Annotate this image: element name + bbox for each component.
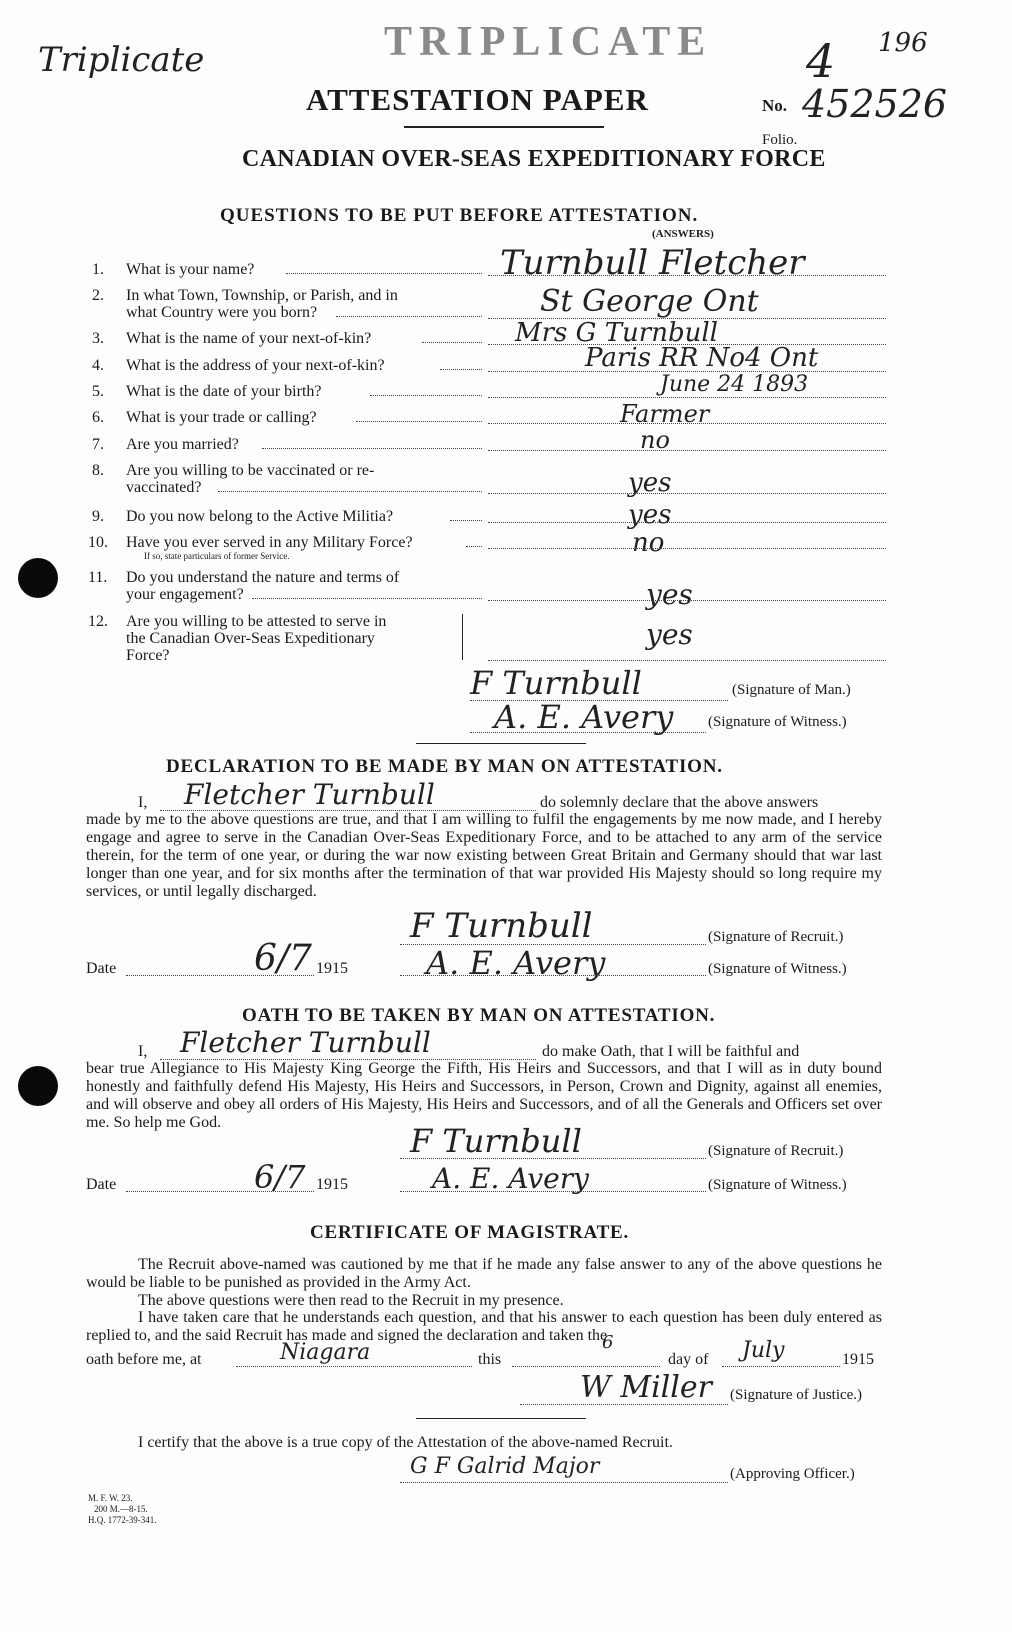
- question-number: 1.: [92, 261, 104, 278]
- leader-line: [422, 342, 482, 343]
- no-label: No.: [762, 96, 788, 115]
- declaration-text-first: do solemnly declare that the above answers: [540, 794, 819, 811]
- question-number: 11.: [88, 569, 108, 586]
- page-number: 196: [878, 28, 928, 58]
- answer-value: June 24 1893: [660, 372, 809, 397]
- form-subtitle: CANADIAN OVER-SEAS EXPEDITIONARY FORCE: [242, 146, 826, 172]
- magistrate-year: 1915: [842, 1351, 874, 1368]
- answer-value: no: [640, 426, 670, 454]
- copy-mark: Triplicate: [38, 40, 205, 80]
- question-number: 7.: [92, 436, 104, 453]
- regimental-number: 452526: [802, 82, 948, 126]
- oath-date-label: Date: [86, 1176, 117, 1193]
- answer-value: Paris RR No4 Ont: [585, 343, 819, 373]
- declaration-name: Fletcher Turnbull: [184, 778, 435, 811]
- question-number: 4.: [92, 357, 104, 374]
- leader-line: [336, 316, 482, 317]
- question-text: In what Town, Township, or Parish, and in: [126, 287, 398, 304]
- answer-value: yes: [628, 468, 672, 498]
- oath-signature-recruit: F Turnbull: [410, 1122, 582, 1160]
- answer-line: [488, 660, 886, 661]
- answer-line: [488, 318, 886, 319]
- signature-line: [400, 1158, 706, 1159]
- oath-name: Fletcher Turnbull: [180, 1026, 431, 1059]
- question-number: 12.: [88, 613, 108, 630]
- question-number: 9.: [92, 508, 104, 525]
- leader-line: [356, 421, 482, 422]
- bracket-line: [462, 614, 463, 660]
- signature-of-witness: A. E. Avery: [494, 698, 674, 736]
- magistrate-month: July: [742, 1338, 785, 1363]
- answer-line: [488, 450, 886, 451]
- punch-hole-2: [18, 1066, 58, 1106]
- oath-signature-witness-label: (Signature of Witness.): [708, 1177, 847, 1193]
- magistrate-day-of: day of: [668, 1351, 709, 1368]
- magistrate-p3: I have taken care that he understands each question, and that his answer to each question has been duly entered as replied to, and the said Recruit has made and signed the declaration and taken the: [86, 1309, 882, 1344]
- declaration-signature-recruit: F Turnbull: [410, 906, 593, 946]
- question-text-cont: vaccinated?: [126, 479, 202, 496]
- answer-value: yes: [628, 500, 672, 530]
- form-code-line2: 200 M.—8-15.: [94, 1504, 148, 1514]
- magistrate-p1: The Recruit above-named was cautioned by me that if he made any false answer to any of the above questions he would be liable to be punished as provided in the Army Act.: [86, 1256, 882, 1291]
- question-number: 3.: [92, 330, 104, 347]
- oath-year: 1915: [316, 1176, 348, 1193]
- signature-line: [400, 975, 706, 976]
- leader-line: [252, 598, 482, 599]
- answer-line: [488, 371, 886, 372]
- question-text: What is the address of your next-of-kin?: [126, 357, 385, 374]
- signature-of-man-label: (Signature of Man.): [732, 682, 851, 698]
- folio-label: Folio.: [762, 132, 798, 148]
- oath-signature-witness: A. E. Avery: [432, 1162, 589, 1195]
- declaration-date-label: Date: [86, 960, 117, 977]
- question-number: 6.: [92, 409, 104, 426]
- place-line: [236, 1366, 472, 1367]
- declaration-signature-recruit-label: (Signature of Recruit.): [708, 929, 844, 945]
- signature-of-justice-label: (Signature of Justice.): [730, 1387, 863, 1403]
- question-text: Are you willing to be vaccinated or re-: [126, 462, 375, 479]
- date-line: [126, 975, 314, 976]
- signature-of-man: F Turnbull: [470, 664, 642, 702]
- answers-label: (ANSWERS): [652, 228, 714, 240]
- magistrate-this: this: [478, 1351, 502, 1368]
- question-text-cont: the Canadian Over-Seas Expeditionary: [126, 630, 375, 647]
- month-line: [722, 1366, 840, 1367]
- question-text: Do you understand the nature and terms of: [126, 569, 400, 586]
- answer-line: [488, 600, 886, 601]
- question-text-cont: your engagement?: [126, 586, 244, 603]
- question-text: Do you now belong to the Active Militia?: [126, 508, 394, 525]
- question-number: 8.: [92, 462, 104, 479]
- signature-line: [400, 1191, 706, 1192]
- question-note: If so, state particulars of former Service.: [144, 551, 290, 561]
- question-text-cont: what Country were you born?: [126, 304, 318, 321]
- question-text-cont: Force?: [126, 647, 170, 664]
- oath-i: I,: [138, 1043, 148, 1060]
- answer-line: [488, 548, 886, 549]
- day-line: [512, 1366, 660, 1367]
- punch-hole-1: [18, 558, 58, 598]
- triplicate-stamp: TRIPLICATE: [384, 19, 713, 65]
- oath-text: bear true Allegiance to His Majesty King George the Fifth, His Heirs and Successors, and that I will as in duty bound honestly and faithfully defend His Majesty, His Heirs and Successors, in Person, Crown and Dignity, against all enemies, and will observe and obey all orders of His Majesty, His Heirs and Successors, and of all the Generals and Officers set over me. So help me God.: [86, 1060, 882, 1131]
- signature-of-justice: W Miller: [580, 1370, 712, 1405]
- section-rule: [416, 743, 586, 744]
- question-text: What is the date of your birth?: [126, 383, 322, 400]
- signature-line: [520, 1404, 728, 1405]
- declaration-i: I,: [138, 794, 148, 811]
- magistrate-p2: The above questions were then read to the Recruit in my presence.: [138, 1292, 564, 1309]
- oath-heading: OATH TO BE TAKEN BY MAN ON ATTESTATION.: [242, 1005, 716, 1026]
- answer-value: no: [632, 528, 665, 558]
- form-title: ATTESTATION PAPER: [306, 82, 649, 117]
- leader-line: [440, 369, 482, 370]
- question-text: What is your name?: [126, 261, 255, 278]
- leader-line: [286, 273, 482, 274]
- leader-line: [450, 520, 482, 521]
- section-rule: [416, 1418, 586, 1419]
- magistrate-oath-prefix: oath before me, at: [86, 1351, 202, 1368]
- oath-date: 6/7: [254, 1158, 306, 1196]
- leader-line: [370, 395, 482, 396]
- answer-line: [488, 493, 886, 494]
- title-rule: [404, 126, 604, 128]
- answer-value: yes: [646, 618, 693, 651]
- declaration-date: 6/7: [254, 938, 312, 979]
- answer-line: [488, 275, 886, 276]
- answer-value: Turnbull Fletcher: [500, 243, 805, 283]
- answer-value: yes: [646, 578, 693, 611]
- date-line: [126, 1191, 314, 1192]
- question-number: 5.: [92, 383, 104, 400]
- question-text: What is your trade or calling?: [126, 409, 317, 426]
- answer-line: [488, 522, 886, 523]
- declaration-year: 1915: [316, 960, 348, 977]
- leader-line: [262, 448, 482, 449]
- magistrate-place: Niagara: [280, 1340, 371, 1365]
- answer-value: Mrs G Turnbull: [515, 318, 718, 348]
- question-number: 2.: [92, 287, 104, 304]
- form-code-line1: M. F. W. 23.: [88, 1493, 133, 1503]
- certify-text: I certify that the above is a true copy of the Attestation of the above-named Recruit.: [138, 1434, 673, 1451]
- question-text: Are you married?: [126, 436, 239, 453]
- oath-signature-recruit-label: (Signature of Recruit.): [708, 1143, 844, 1159]
- declaration-heading: DECLARATION TO BE MADE BY MAN ON ATTESTATION.: [166, 756, 723, 777]
- answer-line: [488, 397, 886, 398]
- magistrate-heading: CERTIFICATE OF MAGISTRATE.: [310, 1222, 630, 1243]
- signature-of-witness-label: (Signature of Witness.): [708, 714, 847, 730]
- question-text: Have you ever served in any Military Force?: [126, 534, 413, 551]
- questions-heading: QUESTIONS TO BE PUT BEFORE ATTESTATION.: [220, 205, 699, 226]
- folio-number: 4: [806, 34, 836, 88]
- question-text: What is the name of your next-of-kin?: [126, 330, 372, 347]
- form-code-line3: H.Q. 1772-39-341.: [88, 1515, 157, 1525]
- answer-value: St George Ont: [540, 284, 759, 319]
- answer-line: [488, 344, 886, 345]
- leader-line: [466, 546, 482, 547]
- declaration-signature-witness-label: (Signature of Witness.): [708, 961, 847, 977]
- answer-line: [488, 423, 886, 424]
- signature-line: [470, 732, 706, 733]
- declaration-text: made by me to the above questions are true, and that I am willing to fulfil the engagements by me now made, and I hereby engage and agree to serve in the Canadian Over-Seas Expeditionary Force, and to be attached to any arm of the service therein, for the term of one year, or during the war now existing between Great Britain and Germany should that war last longer than one year, and for six months after the termination of that war provided His Majesty should so long require my services, or until legally discharged.: [86, 811, 882, 900]
- leader-line: [218, 491, 482, 492]
- answer-value: Farmer: [620, 400, 710, 428]
- magistrate-day: 6: [602, 1332, 614, 1353]
- question-number: 10.: [88, 534, 108, 551]
- approving-officer-label: (Approving Officer.): [730, 1466, 855, 1482]
- approving-officer-signature: G F Galrid Major: [410, 1454, 600, 1479]
- question-text: Are you willing to be attested to serve in: [126, 613, 387, 630]
- oath-text-first: do make Oath, that I will be faithful and: [542, 1043, 800, 1060]
- declaration-signature-witness: A. E. Avery: [426, 944, 606, 982]
- signature-line: [400, 1482, 728, 1483]
